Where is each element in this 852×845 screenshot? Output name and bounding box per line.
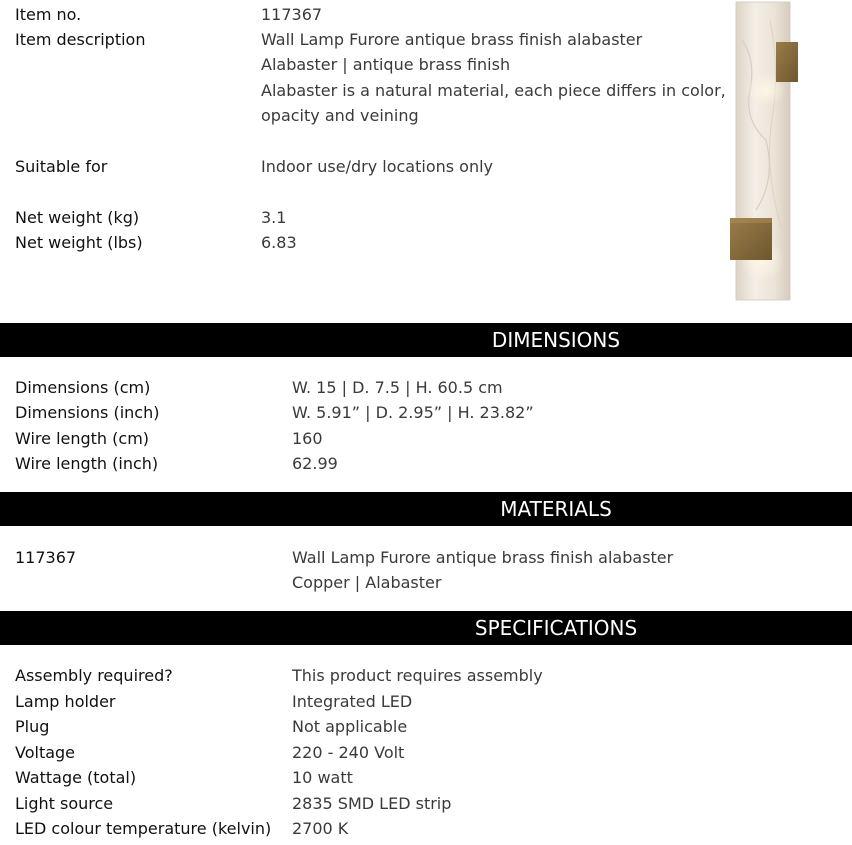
item-description-line: Alabaster | antique brass finish xyxy=(261,55,511,74)
net-weight-kg-label: Net weight (kg) xyxy=(15,208,140,227)
item-no-value: 117367 xyxy=(261,5,323,24)
item-description-line: opacity and veining xyxy=(261,106,419,125)
dimensions-cm-label: Dimensions (cm) xyxy=(15,378,151,397)
materials-line: Copper | Alabaster xyxy=(292,573,442,592)
plug-label: Plug xyxy=(15,717,50,736)
lamp-holder-value: Integrated LED xyxy=(292,692,413,711)
materials-title: MATERIALS xyxy=(500,497,612,521)
dimensions-inch-value: W. 5.91” | D. 2.95” | H. 23.82” xyxy=(292,403,534,422)
light-source-label: Light source xyxy=(15,794,114,813)
materials-header xyxy=(0,492,852,526)
voltage-label: Voltage xyxy=(15,743,76,762)
net-weight-lbs-label: Net weight (lbs) xyxy=(15,233,143,252)
lamp-holder-label: Lamp holder xyxy=(15,692,116,711)
specifications-header xyxy=(0,611,852,645)
brass-block-lower xyxy=(730,218,772,260)
wire-length-inch-label: Wire length (inch) xyxy=(15,454,159,473)
dimensions-cm-value: W. 15 | D. 7.5 | H. 60.5 cm xyxy=(292,378,503,397)
dimensions-header xyxy=(0,323,852,357)
item-description-label: Item description xyxy=(15,30,146,49)
suitable-for-value: Indoor use/dry locations only xyxy=(261,157,494,176)
net-weight-kg-value: 3.1 xyxy=(261,208,287,227)
colour-temperature-label: LED colour temperature (kelvin) xyxy=(15,819,272,838)
assembly-required-label: Assembly required? xyxy=(15,666,173,685)
dimensions-title: DIMENSIONS xyxy=(491,328,621,352)
wattage-label: Wattage (total) xyxy=(15,768,137,787)
wall-lamp-product-image xyxy=(726,0,800,302)
plug-value: Not applicable xyxy=(292,717,408,736)
dimensions-inch-label: Dimensions (inch) xyxy=(15,403,160,422)
wire-length-cm-label: Wire length (cm) xyxy=(15,429,150,448)
wire-length-inch-value: 62.99 xyxy=(292,454,338,473)
brass-block-upper xyxy=(776,42,798,82)
item-no-label: Item no. xyxy=(15,5,82,24)
specifications-title: SPECIFICATIONS xyxy=(474,616,638,640)
suitable-for-label: Suitable for xyxy=(15,157,108,176)
item-description-line: Wall Lamp Furore antique brass finish alabaster xyxy=(261,30,643,49)
wire-length-cm-value: 160 xyxy=(292,429,323,448)
light-source-value: 2835 SMD LED strip xyxy=(292,794,452,813)
materials-line: Wall Lamp Furore antique brass finish alabaster xyxy=(292,548,674,567)
voltage-value: 220 - 240 Volt xyxy=(292,743,405,762)
materials-item-code: 117367 xyxy=(15,548,77,567)
item-description-line: Alabaster is a natural material, each piece differs in color, xyxy=(261,81,726,100)
net-weight-lbs-value: 6.83 xyxy=(261,233,297,252)
assembly-required-value: This product requires assembly xyxy=(292,666,543,685)
colour-temperature-value: 2700 K xyxy=(292,819,349,838)
wattage-value: 10 watt xyxy=(292,768,353,787)
